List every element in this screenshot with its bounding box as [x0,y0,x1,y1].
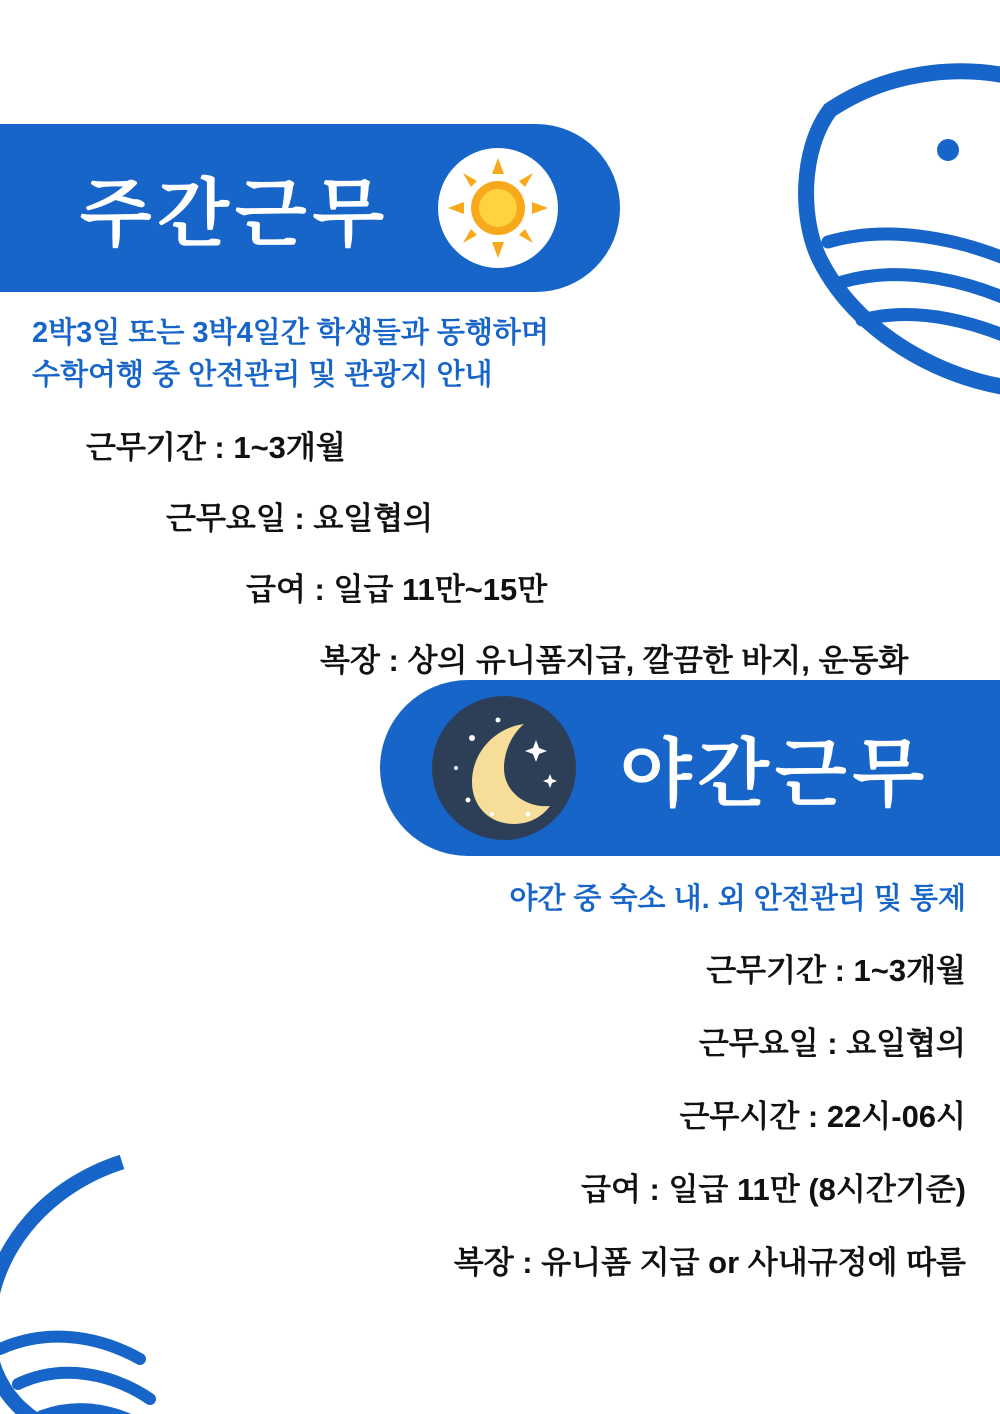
night-shift-headline: 야간 중 숙소 내. 외 안전관리 및 통제 [509,883,966,915]
list-item: 급여 : 일급 11만~15만 [246,572,548,608]
day-shift-banner [0,124,620,292]
day-shift-title: 주간근무 [80,172,390,255]
night-shift-title: 야간근무 [620,732,930,815]
day-shift-headline [0,312,940,396]
list-item: 복장 : 유니폼 지급 or 사내규정에 따름 [453,1245,966,1280]
day-shift-detail-list [0,422,940,680]
list-item: 근무요일 : 요일협의 [166,501,434,537]
day-shift-headline-line-2: 수학여행 중 안전관리 및 관광지 안내 [32,359,493,392]
list-item: 근무기간 : 1~3개월 [86,430,346,466]
day-shift-content [0,312,940,706]
list-item: 근무기간 : 1~3개월 [706,953,966,988]
day-shift-headline-line-1: 2박3일 또는 3박4일간 학생들과 동행하며 [32,317,549,349]
moon-icon [432,696,576,840]
list-item: 근무요일 : 요일협의 [698,1026,966,1061]
night-shift-content [0,876,1000,1310]
list-item: 급여 : 일급 11만 (8시간기준) [581,1172,966,1207]
night-shift-banner [380,680,1000,856]
sun-icon [438,148,558,268]
night-shift-detail-list [0,945,1000,1282]
list-item: 복장 : 상의 유니폼지급, 깔끔한 바지, 운동화 [320,643,909,679]
list-item: 근무시간 : 22시-06시 [679,1099,966,1134]
